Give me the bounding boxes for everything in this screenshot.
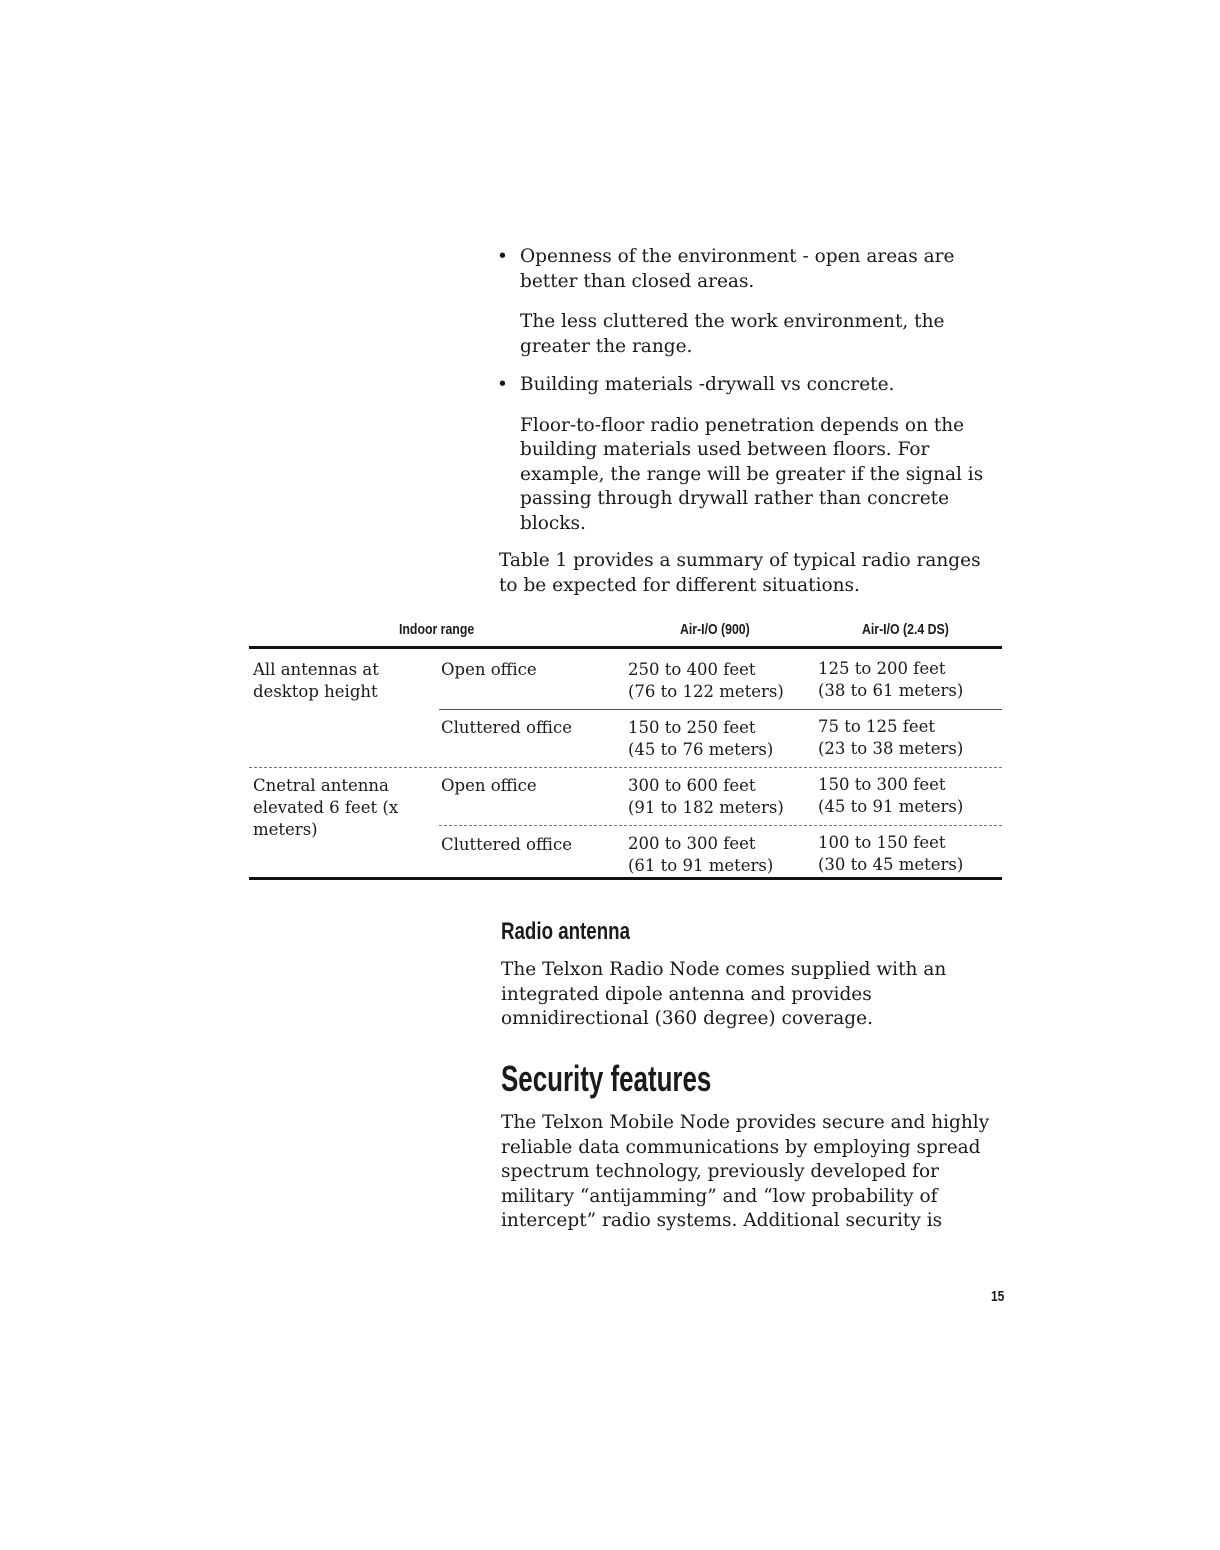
header-indoor-range: Indoor range [399, 621, 475, 638]
table-cell-24-meters: (23 to 38 meters) [818, 739, 964, 758]
table-intro-paragraph: Table 1 provides a summary of typical radio ranges to be expected for different situations. [499, 550, 981, 596]
table-row-condition: Cluttered office [441, 835, 572, 854]
security-features-paragraph: The Telxon Mobile Node provides secure and highly reliable data communications by employing spread spectrum technology, previously developed for military “antijamming” and “low probability of intercept” radio systems. Additional security is [501, 1112, 990, 1231]
bullet-item-openness [497, 245, 997, 359]
bullet-icon: • [497, 246, 508, 267]
bullet-description: The less cluttered the work environment, the greater the range. [520, 311, 945, 357]
table-cell-900-meters: (91 to 182 meters) [628, 798, 784, 817]
table-cell-24-range: 75 to 125 feet [818, 717, 936, 736]
radio-antenna-heading: Radio antenna [501, 918, 630, 945]
table-cell-24-range: 150 to 300 feet [818, 775, 946, 794]
table-cell-900-range: 250 to 400 feet [628, 660, 756, 679]
table-cell-900-range: 150 to 250 feet [628, 718, 756, 737]
radio-antenna-paragraph: The Telxon Radio Node comes supplied with an integrated dipole antenna and provides omnidirectional (360 degree) coverage. [501, 959, 947, 1029]
header-air-io-24: Air-I/O (2.4 DS) [862, 621, 949, 638]
table-row-condition: Open office [441, 660, 537, 679]
bullet-list [497, 245, 997, 536]
row-divider [439, 709, 1002, 710]
table-body [249, 649, 1002, 877]
bullet-text: Openness of the environment - open areas are better than closed areas. [520, 246, 955, 292]
bullet-icon: • [497, 374, 508, 395]
bullet-text: Building materials -drywall vs concrete. [520, 374, 895, 395]
bullet-description: Floor-to-floor radio penetration depends on the building materials used between floors. For example, the range will be greater if the signal is passing through drywall rather than concrete blocks. [520, 414, 984, 534]
page-number: 15 [991, 1288, 1005, 1305]
table-cell-900-meters: (76 to 122 meters) [628, 682, 784, 701]
group-label-central-antenna: Cnetral antenna elevated 6 feet (x meters) [253, 776, 399, 839]
group-divider [249, 767, 1002, 768]
table-bottom-rule [249, 877, 1002, 880]
table-cell-900-range: 200 to 300 feet [628, 834, 756, 853]
table-cell-24-range: 100 to 150 feet [818, 833, 946, 852]
table-row-condition: Open office [441, 776, 537, 795]
table-cell-24-meters: (38 to 61 meters) [818, 681, 964, 700]
table-row-condition: Cluttered office [441, 718, 572, 737]
table-cell-900-meters: (61 to 91 meters) [628, 856, 774, 875]
table-cell-24-meters: (45 to 91 meters) [818, 797, 964, 816]
header-air-io-900: Air-I/O (900) [680, 621, 750, 638]
radio-range-table [249, 619, 1002, 880]
table-header-row [249, 619, 1002, 646]
group-label-desktop: All antennas at desktop height [253, 660, 379, 701]
bullet-item-materials [497, 373, 997, 536]
security-features-heading: Security features [501, 1058, 712, 1099]
table-cell-24-meters: (30 to 45 meters) [818, 855, 964, 874]
table-cell-900-range: 300 to 600 feet [628, 776, 756, 795]
table-cell-24-range: 125 to 200 feet [818, 659, 946, 678]
row-divider [439, 825, 1002, 826]
table-cell-900-meters: (45 to 76 meters) [628, 740, 774, 759]
